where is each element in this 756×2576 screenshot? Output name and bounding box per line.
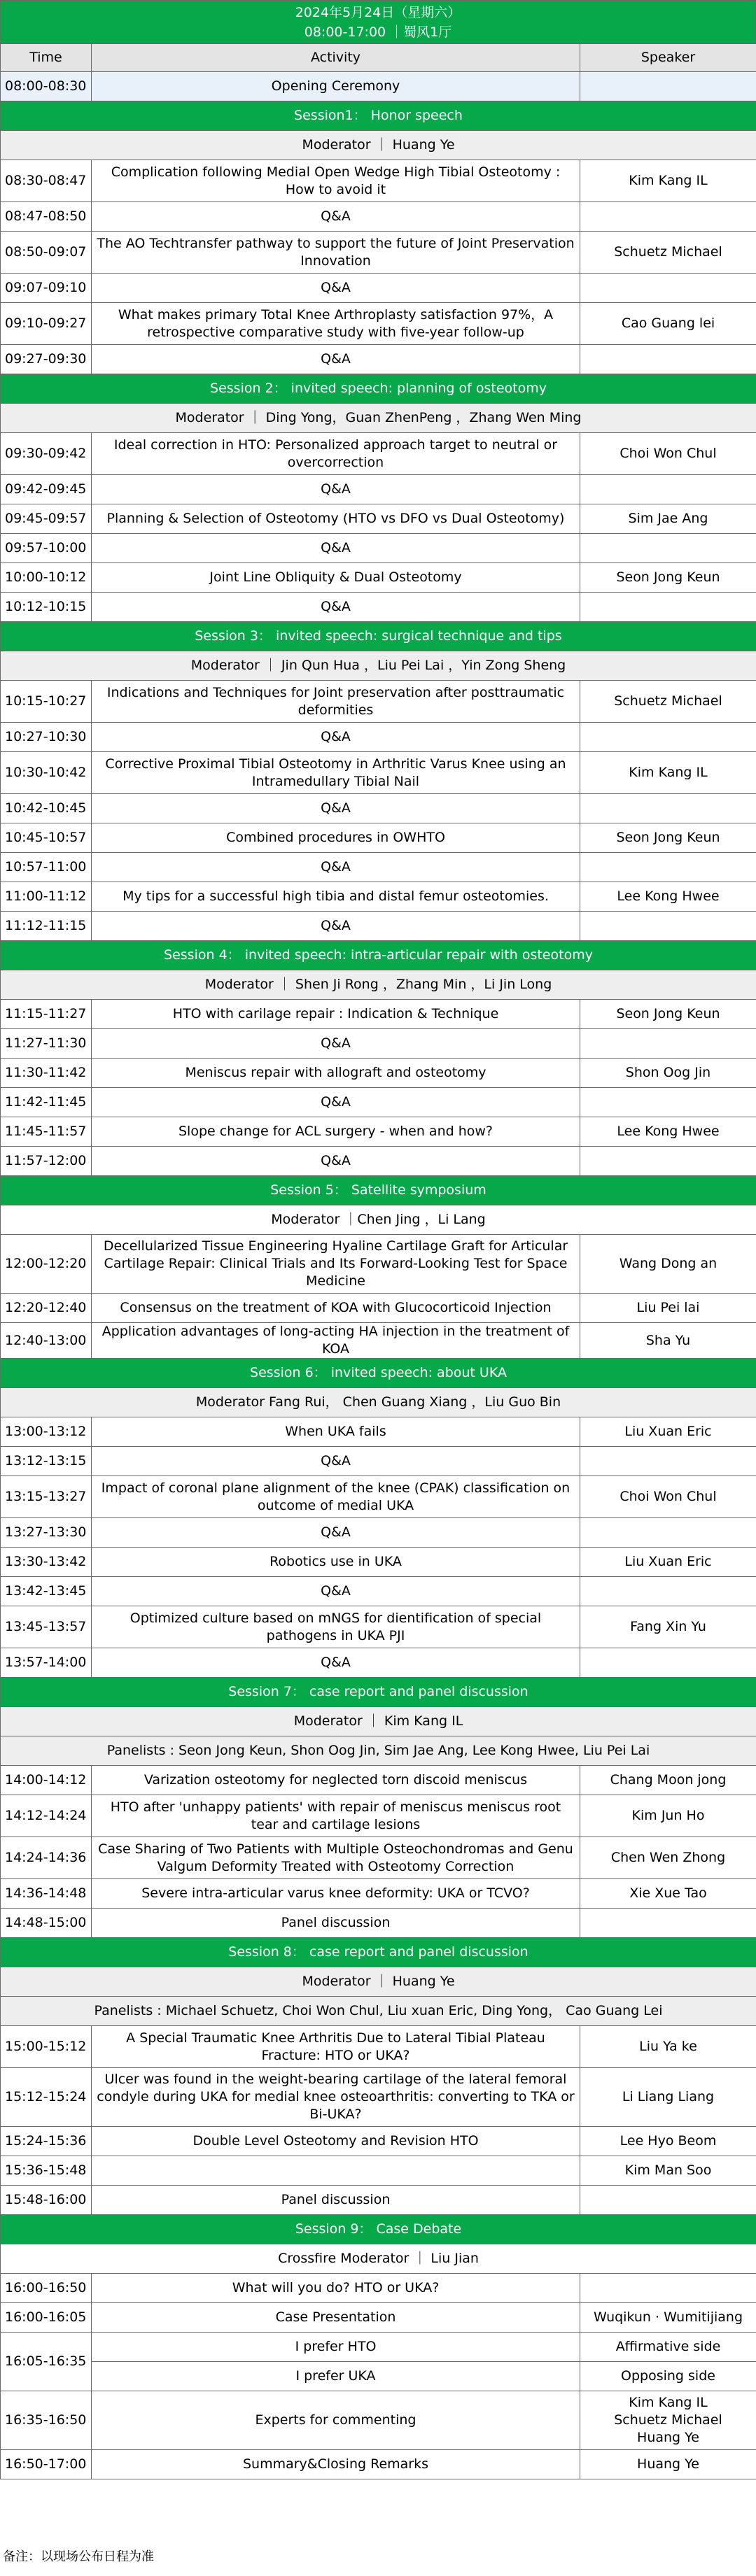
time-cell: 09:07-09:10 [1, 274, 92, 303]
activity-cell: Corrective Proximal Tibial Osteotomy in Arthritic Varus Knee using an Intramedullary Tibial Nail [92, 752, 580, 794]
activity-cell: I prefer UKA [92, 2362, 580, 2391]
table-row [1, 1088, 756, 1117]
speaker-cell [580, 723, 756, 752]
session-7-panelists [1, 1736, 756, 1766]
time-cell: 13:57-14:00 [1, 1648, 92, 1678]
speaker-cell: Liu Xuan Eric [580, 1548, 756, 1577]
table-row [1, 433, 756, 475]
time-cell: 16:05-16:35 [1, 2333, 92, 2391]
speaker-cell: Seon Jong Keun [580, 823, 756, 853]
speaker-cell: Kim Man Soo [580, 2156, 756, 2186]
activity-cell: Summary&Closing Remarks [92, 2450, 580, 2479]
time-cell: 16:35-16:50 [1, 2391, 92, 2450]
speaker-cell [580, 534, 756, 563]
activity-cell: Decellularized Tissue Engineering Hyaline Cartilage Graft for Articular Cartilage Repair: Clinical Trials and Its Forward-Looking Test for Space Medicine [92, 1235, 580, 1294]
activity-cell: Panel discussion [92, 1909, 580, 1938]
time-cell: 15:24-15:36 [1, 2127, 92, 2156]
speaker-cell: Schuetz Michael [580, 232, 756, 274]
speaker-cell [580, 912, 756, 941]
table-row [1, 1447, 756, 1476]
panelists-text: Panelists : Seon Jong Keun, Shon Oog Jin, Sim Jae Ang, Lee Kong Hwee, Liu Pei Lai [1, 1736, 756, 1766]
speaker-cell [580, 1447, 756, 1476]
session-title: Session 5： Satellite symposium [1, 1176, 756, 1205]
speaker-cell [580, 2274, 756, 2303]
table-row [1, 2186, 756, 2215]
activity-cell: Slope change for ACL surgery - when and how? [92, 1117, 580, 1147]
speaker-cell: Affirmative side [580, 2333, 756, 2362]
time-cell: 10:00-10:12 [1, 563, 92, 593]
moderator-text: Moderator ｜Chen Jing ，Li Lang [1, 1205, 756, 1235]
time-cell: 10:15-10:27 [1, 681, 92, 723]
table-row [1, 2333, 756, 2362]
activity-cell: Q&A [92, 534, 580, 563]
time-cell: 14:12-14:24 [1, 1795, 92, 1837]
activity-cell: Q&A [92, 723, 580, 752]
time-cell: 11:57-12:00 [1, 1147, 92, 1176]
table-row [1, 2450, 756, 2479]
table-row [1, 2391, 756, 2450]
table-row [1, 912, 756, 941]
speaker-cell: Xie Xue Tao [580, 1879, 756, 1909]
table-row [1, 504, 756, 534]
time-cell: 16:00-16:05 [1, 2303, 92, 2333]
table-row [1, 853, 756, 882]
speaker-cell [580, 1088, 756, 1117]
time-cell: 13:27-13:30 [1, 1518, 92, 1548]
column-header-row [1, 44, 756, 72]
table-row [1, 1518, 756, 1548]
activity-cell: Ideal correction in HTO: Personalized approach target to neutral or overcorrection [92, 433, 580, 475]
activity-cell: Q&A [92, 202, 580, 232]
time-cell: 09:45-09:57 [1, 504, 92, 534]
activity-cell: Combined procedures in OWHTO [92, 823, 580, 853]
table-row [1, 2127, 756, 2156]
banner-time-room: 08:00-17:00 ｜蜀风1厅 [304, 24, 452, 40]
activity-cell: Case Presentation [92, 2303, 580, 2333]
session-3-moderator [1, 651, 756, 681]
time-cell: 08:47-08:50 [1, 202, 92, 232]
moderator-text: Moderator ｜ Kim Kang IL [1, 1707, 756, 1736]
table-row [1, 345, 756, 374]
speaker-cell [580, 2186, 756, 2215]
time-cell: 08:00-08:30 [1, 72, 92, 101]
session-title: Session 6： invited speech: about UKA [1, 1359, 756, 1388]
time-cell: 10:57-11:00 [1, 853, 92, 882]
speaker-cell: Fang Xin Yu [580, 1606, 756, 1648]
activity-cell: Q&A [92, 1447, 580, 1476]
session-6-header [1, 1359, 756, 1388]
activity-cell: Q&A [92, 1577, 580, 1606]
activity-cell: Consensus on the treatment of KOA with Glucocorticoid Injection [92, 1294, 580, 1323]
time-cell: 09:42-09:45 [1, 475, 92, 504]
speaker-cell: Chang Moon jong [580, 1766, 756, 1795]
table-row [1, 1029, 756, 1059]
table-row [1, 2026, 756, 2068]
session-2-header [1, 374, 756, 404]
banner-date: 2024年5月24日（星期六） [295, 5, 461, 20]
speaker-cell [580, 1518, 756, 1548]
session-4-header [1, 941, 756, 970]
speaker-cell [580, 1577, 756, 1606]
activity-cell: Q&A [92, 1648, 580, 1678]
activity-cell: Impact of coronal plane alignment of the knee (CPAK) classification on outcome of medial UKA [92, 1476, 580, 1518]
table-row [1, 2362, 756, 2391]
table-row [1, 2303, 756, 2333]
table-row [1, 1909, 756, 1938]
footer-note: 备注：以现场公布日程为准 [3, 2549, 154, 2564]
column-header-activity: Activity [92, 44, 580, 72]
time-cell: 11:30-11:42 [1, 1059, 92, 1088]
panelists-text: Panelists : Michael Schuetz, Choi Won Chul, Liu xuan Eric, Ding Yong， Cao Guang Lei [1, 1997, 756, 2026]
speaker-cell: Wuqikun · Wumitijiang [580, 2303, 756, 2333]
activity-cell [92, 2156, 580, 2186]
activity-cell: Q&A [92, 853, 580, 882]
moderator-text: Moderator ｜ Shen Ji Rong ，Zhang Min ，Li Jin Long [1, 970, 756, 1000]
speaker-cell: Shon Oog Jin [580, 1059, 756, 1088]
table-row [1, 1795, 756, 1837]
session-title: Session 9： Case Debate [1, 2215, 756, 2244]
table-row [1, 681, 756, 723]
moderator-text: Moderator Fang Rui， Chen Guang Xiang ，Liu Guo Bin [1, 1388, 756, 1417]
table-row [1, 160, 756, 202]
speaker-cell: Choi Won Chul [580, 433, 756, 475]
activity-cell: HTO after 'unhappy patients' with repair of meniscus meniscus root tear and cartilage lesions [92, 1795, 580, 1837]
activity-cell: Experts for commenting [92, 2391, 580, 2450]
table-row [1, 593, 756, 622]
time-cell: 11:00-11:12 [1, 882, 92, 912]
speaker-cell: Lee Kong Hwee [580, 1117, 756, 1147]
activity-cell: Q&A [92, 1518, 580, 1548]
speaker-cell: Opposing side [580, 2362, 756, 2391]
column-header-time: Time [1, 44, 92, 72]
time-cell: 10:30-10:42 [1, 752, 92, 794]
session-1-moderator [1, 131, 756, 160]
speaker-cell [580, 1648, 756, 1678]
activity-cell: What will you do? HTO or UKA? [92, 2274, 580, 2303]
session-8-panelists [1, 1997, 756, 2026]
speaker-cell [580, 72, 756, 101]
activity-cell: Double Level Osteotomy and Revision HTO [92, 2127, 580, 2156]
speaker-cell: Seon Jong Keun [580, 563, 756, 593]
table-row [1, 723, 756, 752]
speaker-cell: Lee Hyo Beom [580, 2127, 756, 2156]
table-row [1, 1147, 756, 1176]
activity-cell: Q&A [92, 1088, 580, 1117]
session-title: Session1： Honor speech [1, 101, 756, 131]
speaker-cell: Kim Jun Ho [580, 1795, 756, 1837]
time-cell: 13:15-13:27 [1, 1476, 92, 1518]
speaker-cell [580, 274, 756, 303]
speaker-cell: Kim Kang IL [580, 160, 756, 202]
time-cell: 10:27-10:30 [1, 723, 92, 752]
time-cell: 10:12-10:15 [1, 593, 92, 622]
time-cell: 15:48-16:00 [1, 2186, 92, 2215]
table-row [1, 1417, 756, 1447]
speaker-cell: Seon Jong Keun [580, 1000, 756, 1029]
speaker-cell [580, 475, 756, 504]
activity-cell: Ulcer was found in the weight-bearing cartilage of the lateral femoral condyle during UKA for medial knee osteoarthritis: converting to TKA or Bi-UKA? [92, 2068, 580, 2127]
time-cell: 08:30-08:47 [1, 160, 92, 202]
speaker-cell [580, 853, 756, 882]
speaker-cell: Schuetz Michael [580, 681, 756, 723]
activity-cell: Meniscus repair with allograft and osteotomy [92, 1059, 580, 1088]
table-row [1, 274, 756, 303]
activity-cell: A Special Traumatic Knee Arthritis Due to Lateral Tibial Plateau Fracture: HTO or UKA? [92, 2026, 580, 2068]
table-row [1, 1000, 756, 1029]
speaker-cell [580, 202, 756, 232]
moderator-text: Moderator ｜ Jin Qun Hua ，Liu Pei Lai ，Yin Zong Sheng [1, 651, 756, 681]
session-4-moderator [1, 970, 756, 1000]
opening-row [1, 72, 756, 101]
table-row [1, 1879, 756, 1909]
table-row [1, 1235, 756, 1294]
moderator-text: Moderator ｜ Huang Ye [1, 131, 756, 160]
time-cell: 14:48-15:00 [1, 1909, 92, 1938]
activity-cell: Planning & Selection of Osteotomy (HTO vs DFO vs Dual Osteotomy) [92, 504, 580, 534]
table-row [1, 232, 756, 274]
table-row [1, 202, 756, 232]
activity-cell: HTO with carilage repair : Indication & Technique [92, 1000, 580, 1029]
session-title: Session 8： case report and panel discussion [1, 1938, 756, 1967]
speaker-cell [580, 345, 756, 374]
speaker-line: Schuetz Michael [614, 2412, 722, 2428]
time-cell: 12:20-12:40 [1, 1294, 92, 1323]
time-cell: 10:42-10:45 [1, 794, 92, 823]
moderator-text: Moderator ｜ Huang Ye [1, 1967, 756, 1997]
time-cell: 16:50-17:00 [1, 2450, 92, 2479]
schedule-table [0, 43, 756, 2479]
speaker-cell: Kim Kang IL [580, 752, 756, 794]
time-cell: 08:50-09:07 [1, 232, 92, 274]
session-2-moderator [1, 404, 756, 433]
time-cell: 12:00-12:20 [1, 1235, 92, 1294]
activity-cell: Opening Ceremony [92, 72, 580, 101]
activity-cell: Indications and Techniques for Joint preservation after posttraumatic deformities [92, 681, 580, 723]
session-9-moderator [1, 2244, 756, 2274]
speaker-line: Kim Kang IL [629, 2395, 708, 2410]
session-title: Session 4： invited speech: intra-articular repair with osteotomy [1, 941, 756, 970]
speaker-cell [580, 2391, 756, 2450]
time-cell: 13:12-13:15 [1, 1447, 92, 1476]
time-cell: 09:30-09:42 [1, 433, 92, 475]
session-title: Session 3： invited speech: surgical technique and tips [1, 622, 756, 651]
time-cell: 11:42-11:45 [1, 1088, 92, 1117]
activity-cell: I prefer HTO [92, 2333, 580, 2362]
table-row [1, 2068, 756, 2127]
activity-cell: Robotics use in UKA [92, 1548, 580, 1577]
table-row [1, 752, 756, 794]
session-title: Session 7： case report and panel discussion [1, 1678, 756, 1707]
table-row [1, 534, 756, 563]
speaker-cell: Liu Pei lai [580, 1294, 756, 1323]
activity-cell: My tips for a successful high tibia and distal femur osteotomies. [92, 882, 580, 912]
time-cell: 13:30-13:42 [1, 1548, 92, 1577]
activity-cell: Panel discussion [92, 2186, 580, 2215]
table-row [1, 1117, 756, 1147]
activity-cell: Q&A [92, 475, 580, 504]
speaker-cell: Lee Kong Hwee [580, 882, 756, 912]
session-7-header [1, 1678, 756, 1707]
speaker-cell [580, 794, 756, 823]
session-1-header [1, 101, 756, 131]
table-row [1, 1059, 756, 1088]
table-row [1, 2274, 756, 2303]
table-row [1, 1476, 756, 1518]
time-cell: 11:12-11:15 [1, 912, 92, 941]
time-cell: 09:10-09:27 [1, 303, 92, 345]
activity-cell: Q&A [92, 345, 580, 374]
session-7-moderator [1, 1707, 756, 1736]
table-row [1, 1606, 756, 1648]
speaker-cell [580, 1029, 756, 1059]
speaker-cell: Huang Ye [580, 2450, 756, 2479]
speaker-cell: Wang Dong an [580, 1235, 756, 1294]
table-row [1, 1648, 756, 1678]
time-cell: 15:36-15:48 [1, 2156, 92, 2186]
session-title: Session 2： invited speech: planning of osteotomy [1, 374, 756, 404]
speaker-cell [580, 1909, 756, 1938]
time-cell: 15:00-15:12 [1, 2026, 92, 2068]
column-header-speaker: Speaker [580, 44, 756, 72]
speaker-cell: Cao Guang lei [580, 303, 756, 345]
activity-cell: Q&A [92, 794, 580, 823]
activity-cell: Q&A [92, 1029, 580, 1059]
table-row [1, 1837, 756, 1879]
moderator-text: Moderator ｜ Ding Yong，Guan ZhenPeng ，Zhang Wen Ming [1, 404, 756, 433]
activity-cell: Q&A [92, 912, 580, 941]
table-row [1, 475, 756, 504]
table-row [1, 1294, 756, 1323]
session-8-moderator [1, 1967, 756, 1997]
time-cell: 12:40-13:00 [1, 1323, 92, 1359]
table-row [1, 303, 756, 345]
moderator-text: Crossfire Moderator ｜ Liu Jian [1, 2244, 756, 2274]
table-row [1, 2156, 756, 2186]
session-3-header [1, 622, 756, 651]
time-cell: 14:24-14:36 [1, 1837, 92, 1879]
session-5-moderator [1, 1205, 756, 1235]
time-cell: 14:36-14:48 [1, 1879, 92, 1909]
time-cell: 10:45-10:57 [1, 823, 92, 853]
speaker-line: Huang Ye [637, 2430, 699, 2445]
session-6-moderator [1, 1388, 756, 1417]
time-cell: 11:45-11:57 [1, 1117, 92, 1147]
activity-cell: Q&A [92, 1147, 580, 1176]
activity-cell: What makes primary Total Knee Arthroplasty satisfaction 97%，A retrospective comparative study with five-year follow-up [92, 303, 580, 345]
table-row [1, 794, 756, 823]
table-row [1, 1323, 756, 1359]
activity-cell: Joint Line Obliquity & Dual Osteotomy [92, 563, 580, 593]
day-banner [0, 0, 756, 43]
time-cell: 11:27-11:30 [1, 1029, 92, 1059]
activity-cell: Severe intra-articular varus knee deformity: UKA or TCVO? [92, 1879, 580, 1909]
activity-cell: Case Sharing of Two Patients with Multiple Osteochondromas and Genu Valgum Deformity Treated with Osteotomy Correction [92, 1837, 580, 1879]
activity-cell: Optimized culture based on mNGS for dientification of special pathogens in UKA PJI [92, 1606, 580, 1648]
activity-cell: Q&A [92, 274, 580, 303]
speaker-cell: Liu Ya ke [580, 2026, 756, 2068]
activity-cell: Complication following Medial Open Wedge High Tibial Osteotomy : How to avoid it [92, 160, 580, 202]
speaker-cell: Liu Xuan Eric [580, 1417, 756, 1447]
table-row [1, 1766, 756, 1795]
session-9-header [1, 2215, 756, 2244]
time-cell: 13:00-13:12 [1, 1417, 92, 1447]
activity-cell: Q&A [92, 593, 580, 622]
time-cell: 09:27-09:30 [1, 345, 92, 374]
activity-cell: When UKA fails [92, 1417, 580, 1447]
table-row [1, 882, 756, 912]
activity-cell: Application advantages of long-acting HA injection in the treatment of KOA [92, 1323, 580, 1359]
table-row [1, 823, 756, 853]
time-cell: 15:12-15:24 [1, 2068, 92, 2127]
time-cell: 14:00-14:12 [1, 1766, 92, 1795]
activity-cell: Varization osteotomy for neglected torn discoid meniscus [92, 1766, 580, 1795]
speaker-cell: Sim Jae Ang [580, 504, 756, 534]
time-cell: 16:00-16:50 [1, 2274, 92, 2303]
speaker-cell: Li Liang Liang [580, 2068, 756, 2127]
table-row [1, 1577, 756, 1606]
speaker-cell [580, 1147, 756, 1176]
time-cell: 09:57-10:00 [1, 534, 92, 563]
table-row [1, 563, 756, 593]
time-cell: 13:45-13:57 [1, 1606, 92, 1648]
session-8-header [1, 1938, 756, 1967]
table-row [1, 1548, 756, 1577]
session-5-header [1, 1176, 756, 1205]
speaker-cell: Chen Wen Zhong [580, 1837, 756, 1879]
activity-cell: The AO Techtransfer pathway to support the future of Joint Preservation Innovation [92, 232, 580, 274]
speaker-cell: Choi Won Chul [580, 1476, 756, 1518]
time-cell: 13:42-13:45 [1, 1577, 92, 1606]
time-cell: 11:15-11:27 [1, 1000, 92, 1029]
speaker-cell [580, 593, 756, 622]
speaker-cell: Sha Yu [580, 1323, 756, 1359]
